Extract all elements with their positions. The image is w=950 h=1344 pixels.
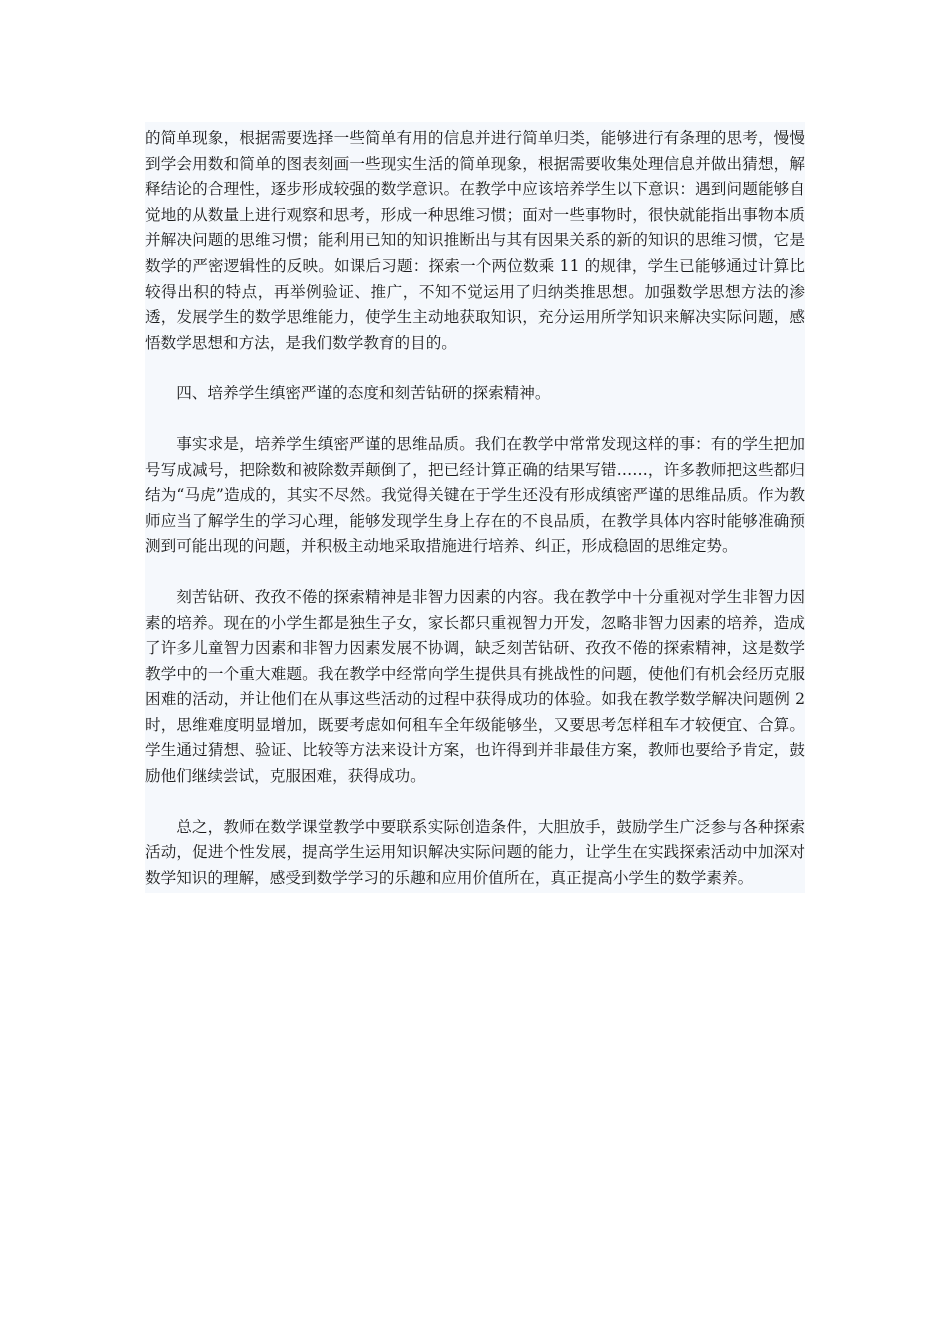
paragraph-gap: [145, 790, 805, 815]
article-body: [145, 122, 805, 893]
paragraph-exploration-spirit: 刻苦钻研、孜孜不倦的探索精神是非智力因素的内容。我在教学中十分重视对学生非智力因素的培养。现在的小学生都是独生子女，家长都只重视智力开发，忽略非智力因素的培养，造成了许多儿童智力因素和非智力因素发展不协调，缺乏刻苦钻研、孜孜不倦的探索精神，这是数学教学中的一个重大难题。我在教学中经常向学生提供具有挑战性的问题，使他们有机会经历克服困难的活动，并让他们在从事这些活动的过程中获得成功的体验。如我在教学数学解决问题例 2 时，思维难度明显增加，既要考虑如何租车全年级能够坐，又要思考怎样租车才较便宜、合算。学生通过猜想、验证、比较等方法来设计方案，也许得到并非最佳方案，教师也要给予肯定，鼓励他们继续尝试，克服困难，获得成功。: [145, 587, 805, 786]
paragraph-gap: [145, 407, 805, 432]
paragraph-gap: [145, 356, 805, 381]
article-text: [145, 122, 805, 893]
paragraph-intro-continuation: 的简单现象，根据需要选择一些简单有用的信息并进行简单归类，能够进行有条理的思考，慢慢到学会用数和简单的图表刻画一些现实生活的简单现象，根据需要收集处理信息并做出猜想，解释结论的合理性，逐步形成较强的数学意识。在教学中应该培养学生以下意识：遇到问题能够自觉地的从数量上进行观察和思考，形成一种思维习惯；面对一些事物时，很快就能指出事物本质并解决问题的思维习惯；能利用已知的知识推断出与其有因果关系的新的知识的思维习惯，它是数学的严密逻辑性的反映。如课后习题：探索一个两位数乘 11 的规律，学生已能够通过计算比较得出积的特点，再举例验证、推广，不知不觉运用了归纳类推思想。加强数学思想方法的渗透，发展学生的数学思维能力，使学生主动地获取知识，充分运用所学知识来解决实际问题，感悟数学思想和方法，是我们数学教育的目的。: [145, 129, 805, 352]
paragraph-rigorous-thinking: 事实求是，培养学生缜密严谨的思维品质。我们在教学中常常发现这样的事：有的学生把加号写成减号，把除数和被除数弄颠倒了，把已经计算正确的结果写错……，许多教师把这些都归结为“马虎”造成的，其实不尽然。我觉得关键在于学生还没有形成缜密严谨的思维品质。作为教师应当了解学生的学习心理，能够发现学生身上存在的不良品质，在教学具体内容时能够准确预测到可能出现的问题，并积极主动地采取措施进行培养、纠正，形成稳固的思维定势。: [145, 434, 805, 556]
paragraph-gap: [145, 560, 805, 585]
section-heading-four: 四、培养学生缜密严谨的态度和刻苦钻研的探索精神。: [176, 384, 551, 403]
paragraph-conclusion: 总之，教师在数学课堂教学中要联系实际创造条件，大胆放手，鼓励学生广泛参与各种探索活动，促进个性发展，提高学生运用知识解决实际问题的能力，让学生在实践探索活动中加深对数学知识的理解，感受到数学学习的乐趣和应用价值所在，真正提高小学生的数学素养。: [145, 817, 805, 887]
